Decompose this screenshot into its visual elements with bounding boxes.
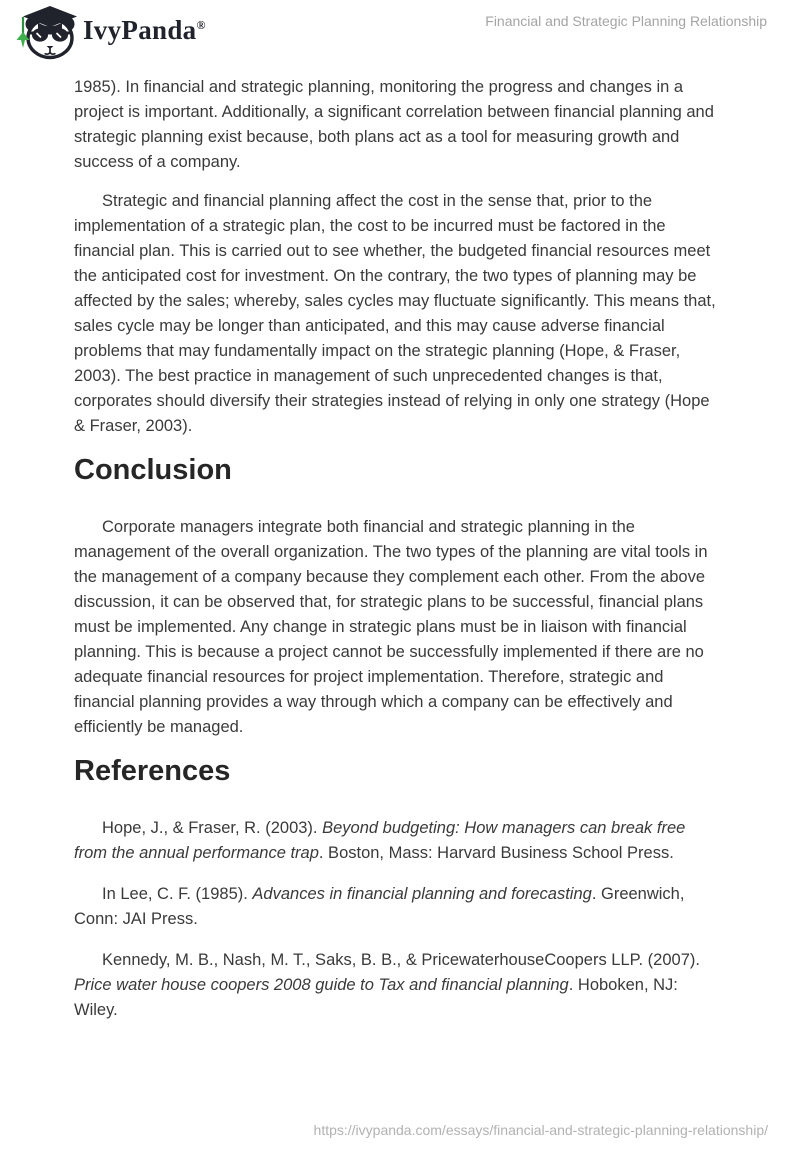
logo-text: IvyPanda (83, 15, 197, 45)
running-title: Financial and Strategic Planning Relationship (485, 13, 767, 29)
reference-entry: Kennedy, M. B., Nash, M. T., Saks, B. B., & PricewaterhouseCoopers LLP. (2007). Price water house coopers 2008 guide to Tax and financial planning. Hoboken, NJ: Wiley. (74, 951, 700, 1019)
references-list (74, 816, 718, 1023)
registered-trademark-symbol: ® (196, 18, 206, 32)
logo-wordmark (83, 17, 206, 50)
paragraph-continuation: 1985). In financial and strategic planning, monitoring the progress and changes in a project is important. Additionally, a significant correlation between financial planning and strategic planning exist because, both plans act as a tool for measuring growth and success of a company. (74, 78, 714, 171)
heading-conclusion: Conclusion (74, 454, 232, 486)
reference-entry: In Lee, C. F. (1985). Advances in financial planning and forecasting. Greenwich, Conn: JAI Press. (74, 885, 685, 928)
ivypanda-logo (14, 5, 206, 62)
heading-references: References (74, 755, 231, 787)
essay-content (74, 75, 718, 1039)
paragraph: Strategic and financial planning affect the cost in the sense that, prior to the implementation of a strategic plan, the cost to be incurred must be factored in the financial plan. This is carried out to see whether, the budgeted financial resources meet the anticipated cost for investment. On the contrary, the two types of planning may be affected by the sales; whereby, sales cycles may fluctuate significantly. This means that, sales cycle may be longer than anticipated, and this may cause adverse financial problems that may fundamentally impact on the strategic planning (Hope, & Fraser, 2003). The best practice in management of such unprecedented changes is that, corporates should diversify their strategies instead of relying in only one strategy (Hope & Fraser, 2003). (74, 192, 716, 435)
source-url: https://ivypanda.com/essays/financial-and-strategic-planning-relationship/ (313, 1122, 768, 1138)
panda-graduate-icon (14, 5, 78, 62)
page-header (0, 0, 800, 70)
conclusion-paragraph: Corporate managers integrate both financial and strategic planning in the management of the overall organization. The two types of the planning are vital tools in the management of a company because they complement each other. From the above discussion, it can be observed that, for strategic plans to be successful, financial plans must be implemented. Any change in strategic plans must be in liaison with financial planning. This is because a project cannot be successfully implemented if there are no adequate financial resources for project implementation. Therefore, strategic and financial planning provides a way through which a company can be effectively and efficiently be managed. (74, 518, 708, 736)
reference-entry: Hope, J., & Fraser, R. (2003). Beyond budgeting: How managers can break free from the annual performance trap. Boston, Mass: Harvard Business School Press. (74, 819, 686, 862)
